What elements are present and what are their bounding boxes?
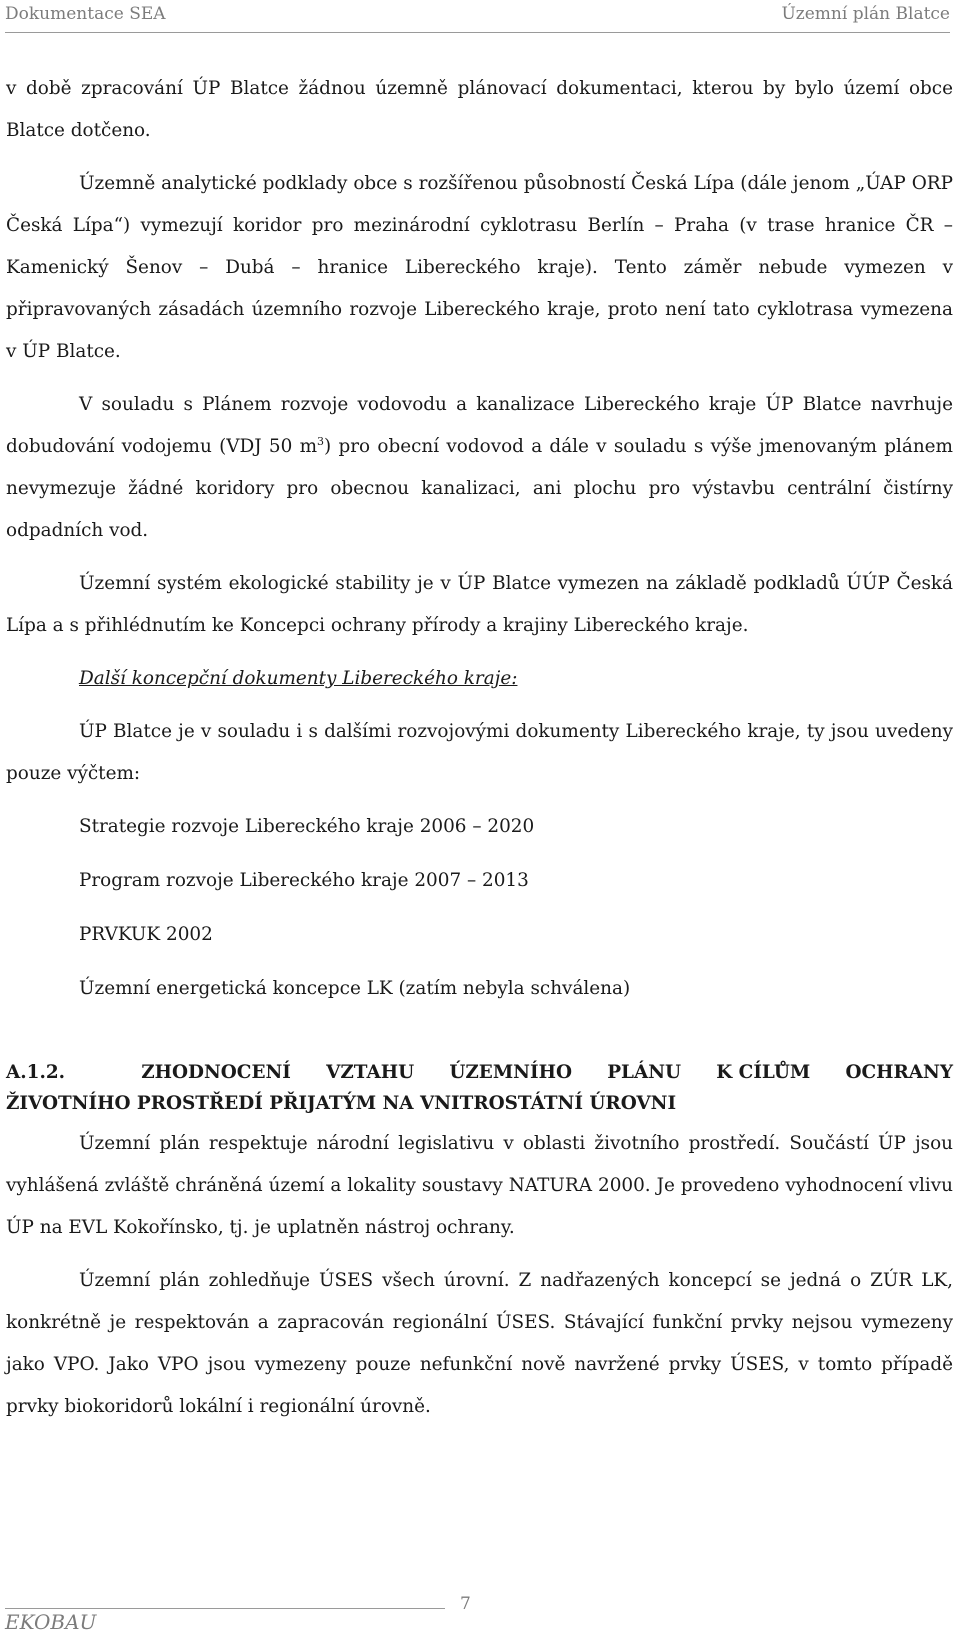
paragraph-uses-levels: Územní plán zohledňuje ÚSES všech úrovní. Z nadřazených koncepcí se jedná o ZÚR LK, konkrétně je respektován a zapracován regionální ÚSES. Stávající funkční prvky nejsou vymezeny jako VPO. Jako VPO jsou vymezeny pouze nefunkční nově navržené prvky ÚSES, v tomto případě prvky biokoridorů lokální i regionální úrovně. — [6, 1270, 953, 1417]
paragraph-legislation: Územní plán respektuje národní legislativu v oblasti životního prostředí. Součástí ÚP jsou vyhlášená zvláště chráněná území a lokality soustavy NATURA 2000. Je provedeno vyhodnocení vlivu ÚP na EVL Kokořínsko, tj. je uplatněn nástroj ochrany. — [6, 1133, 953, 1238]
section-title-word: VZTAHU — [326, 1062, 415, 1083]
paragraph-other-documents: ÚP Blatce je v souladu i s dalšími rozvojovými dokumenty Libereckého kraje, ty jsou uvedeny pouze výčtem: — [6, 721, 953, 784]
list-item: Územní energetická koncepce LK (zatím nebyla schválena) — [79, 978, 631, 999]
list-item: PRVKUK 2002 — [79, 924, 213, 945]
paragraph-water-plan-part2: ) pro obecní vodovod a dále v souladu s výše jmenovaným plánem nevymezuje žádné koridory pro obecnou kanalizaci, ani plochu pro výstavbu centrální čistírny odpadních vod. — [6, 436, 954, 541]
paragraph-water-plan-part1: V souladu s Plánem rozvoje vodovodu a kanalizace Libereckého kraje ÚP Blatce navrhuje dobudování vodojemu (VDJ 50 m — [6, 394, 953, 457]
section-title-word: ZHODNOCENÍ — [141, 1062, 291, 1083]
superscript-cubic: 3 — [317, 434, 325, 448]
paragraph-intro: v době zpracování ÚP Blatce žádnou územně plánovací dokumentaci, kterou by bylo území obce Blatce dotčeno. — [6, 78, 953, 141]
page-number: 7 — [460, 1594, 471, 1614]
page-footer — [5, 1594, 950, 1634]
section-title-word: K CÍLŮM — [716, 1062, 811, 1083]
header-document-title: Územní plán Blatce — [781, 4, 950, 24]
list-item: Strategie rozvoje Libereckého kraje 2006 – 2020 — [79, 816, 535, 837]
paragraph-water-plan — [6, 384, 953, 552]
section-heading-line1 — [6, 1057, 953, 1088]
section-heading-line2: ŽIVOTNÍHO PROSTŘEDÍ PŘIJATÝM NA VNITROSTÁTNÍ ÚROVNI — [6, 1093, 677, 1114]
header-document-type: Dokumentace SEA — [5, 4, 166, 24]
section-number: A.1.2. — [6, 1062, 66, 1083]
footer-company: EKOBAU — [5, 1610, 97, 1634]
paragraph-uap: Územně analytické podklady obce s rozšířenou působností Česká Lípa (dále jenom „ÚAP ORP Česká Lípa“) vymezují koridor pro mezinárodní cyklotrasu Berlín – Praha (v trase hranice ČR – Kamenický Šenov – Dubá – hranice Libereckého kraje). Tento záměr nebude vymezen v připravovaných zásadách územního rozvoje Libereckého kraje, proto není tato cyklotrasa vymezena v ÚP Blatce. — [6, 173, 953, 362]
page-content — [6, 68, 953, 1439]
list-item: Program rozvoje Libereckého kraje 2007 – 2013 — [79, 870, 529, 891]
subheading-other-documents: Další koncepční dokumenty Libereckého kraje: — [79, 668, 518, 689]
section-title-word: PLÁNU — [607, 1062, 682, 1083]
section-heading — [6, 1057, 953, 1119]
section-title-word: OCHRANY — [845, 1062, 953, 1083]
page-header — [5, 2, 950, 33]
paragraph-uses: Územní systém ekologické stability je v ÚP Blatce vymezen na základě podkladů ÚÚP Česká Lípa a s přihlédnutím ke Koncepci ochrany přírody a krajiny Libereckého kraje. — [6, 573, 953, 636]
footer-divider — [5, 1608, 445, 1609]
section-title-word: ÚZEMNÍHO — [449, 1062, 572, 1083]
